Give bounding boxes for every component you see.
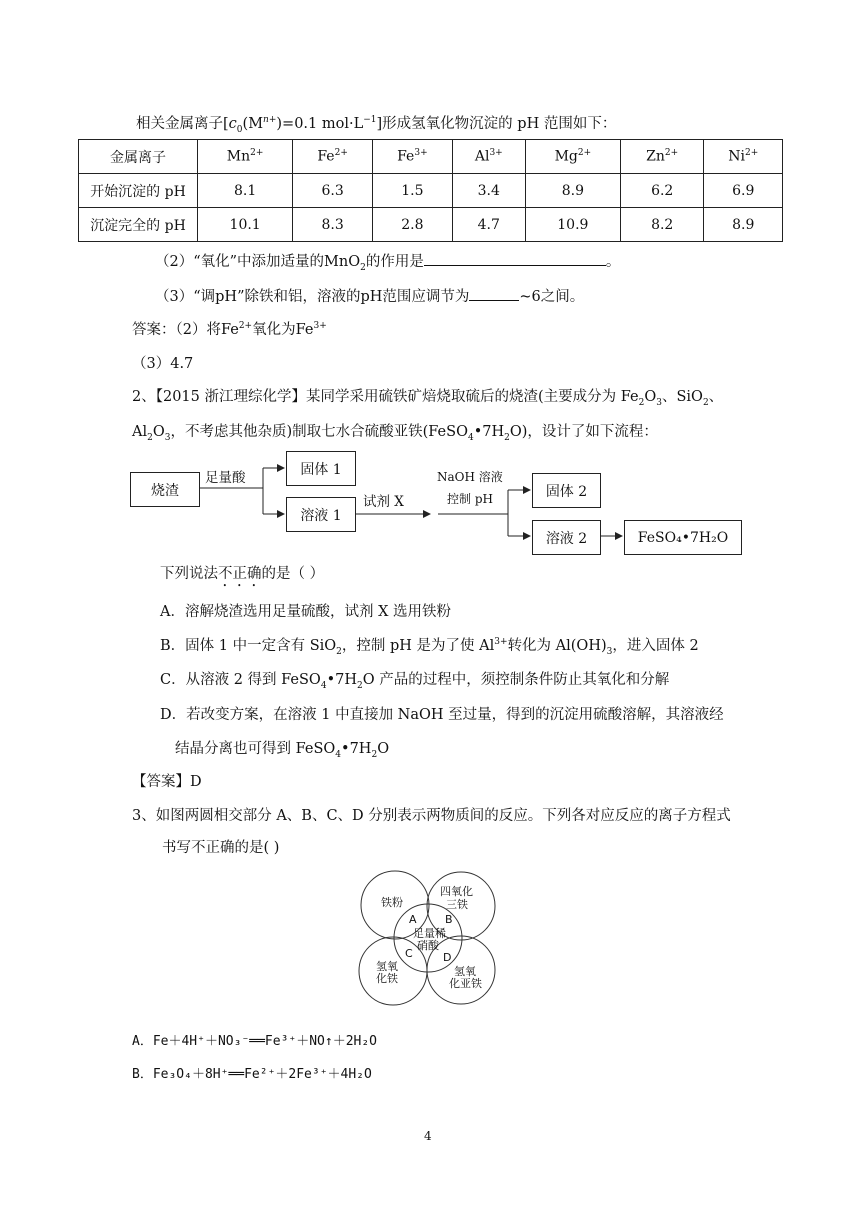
- table-cell: 10.9: [525, 208, 620, 242]
- row-label: 开始沉淀的 pH: [79, 174, 198, 208]
- table-cell: 8.1: [198, 174, 293, 208]
- question-stem: 下列说法不正确的是（ ）: [160, 566, 325, 582]
- flow-label-acid: 足量酸: [205, 470, 246, 486]
- table-cell: 8.9: [704, 208, 783, 242]
- table-cell: 4.7: [452, 208, 525, 242]
- answer-line-1: 答案：（2）将$Fe^{2+}$氧化为$Fe^{3+}$: [132, 321, 327, 338]
- venn-label-feoh3-2: 化铁: [376, 972, 398, 985]
- flow-label-reagent: 试剂 X: [363, 494, 404, 510]
- flow-box-solid-1: 固体 1: [286, 451, 356, 486]
- intro-sentence: 相关金属离子[$c_0(M^{n+})=0.1$ $mol\cdot L^{-1}$]形成氢氧化物沉淀的 pH 范围如下：: [136, 115, 617, 135]
- table-cell: 2.8: [373, 208, 453, 242]
- equation-a: A．Fe＋4H⁺＋NO₃⁻══Fe³⁺＋NO↑＋2H₂O: [132, 1034, 378, 1049]
- answer-line-2: （3）4.7: [132, 356, 194, 372]
- table-cell: 1.5: [373, 174, 453, 208]
- problem-2-line-2: $Al_2O_3$，不考虑其他杂质)制取七水合硫酸亚铁$(FeSO_4•7H_2O)$，设计了如下流程：: [132, 424, 658, 443]
- option-d-line-2: 结晶分离也可得到 $FeSO_4•7H_2O$: [175, 741, 390, 760]
- flow-box-solution-2: 溶液 2: [532, 520, 601, 555]
- option-c: C．从溶液 2 得到 $FeSO_4•7H_2O$ 产品的过程中，须控制条件防止其氧化和分解: [160, 672, 670, 691]
- table-cell: 8.2: [620, 208, 704, 242]
- venn-label-feoh2-2: 化亚铁: [449, 977, 482, 990]
- venn-region-d: D: [443, 951, 452, 964]
- flow-label-ph-control: 控制 pH: [447, 492, 493, 506]
- table-cell: 6.9: [704, 174, 783, 208]
- ion-header: $Zn^{2+}$: [620, 140, 704, 174]
- page-number: 4: [424, 1129, 432, 1143]
- table-header-label: 金属离子: [79, 140, 198, 174]
- venn-label-feoh3-1: 氢氧: [376, 960, 398, 973]
- flow-box-product: FeSO₄•7H₂O: [624, 520, 742, 555]
- table-cell: 6.2: [620, 174, 704, 208]
- answer-2: 【答案】D: [132, 774, 202, 790]
- flow-box-solid-2: 固体 2: [532, 473, 601, 508]
- table-cell: 8.3: [293, 208, 373, 242]
- table-cell: 8.9: [525, 174, 620, 208]
- row-label: 沉淀完全的 pH: [79, 208, 198, 242]
- problem-2-line-1: 2、【2015 浙江理综化学】某同学采用硫铁矿焙烧取硫后的烧渣(主要成分为 $Fe_2O_3$、SiO$_2$、: [132, 389, 724, 408]
- ion-header: $Fe^{2+}$: [293, 140, 373, 174]
- table-cell: 10.1: [198, 208, 293, 242]
- question-2: （2）“氧化”中添加适量的MnO$_2$的作用是 。: [155, 254, 621, 273]
- venn-region-b: B: [445, 913, 453, 926]
- table-cell: 6.3: [293, 174, 373, 208]
- venn-label-feoh2-1: 氢氧: [454, 965, 476, 978]
- venn-label-nitric-2: 硝酸: [417, 939, 439, 952]
- ion-header: $Al^{3+}$: [452, 140, 525, 174]
- venn-region-a: A: [409, 913, 417, 926]
- venn-label-fe3o4-1: 四氧化: [440, 885, 473, 898]
- venn-label-nitric-1: 足量稀: [413, 927, 446, 940]
- ion-header: $Fe^{3+}$: [373, 140, 453, 174]
- equation-b: B．Fe₃O₄＋8H⁺══Fe²⁺＋2Fe³⁺＋4H₂O: [132, 1067, 372, 1082]
- flow-label-naoh: NaOH 溶液: [437, 470, 503, 484]
- ion-header: $Ni^{2+}$: [704, 140, 783, 174]
- flow-box-slag: 烧渣: [130, 472, 200, 507]
- table-cell: 3.4: [452, 174, 525, 208]
- venn-label-iron: 铁粉: [381, 896, 403, 909]
- ion-header: $Mn^{2+}$: [198, 140, 293, 174]
- problem-3-line-2: 书写不正确的是( ): [162, 840, 280, 856]
- option-b: B．固体 1 中一定含有 SiO$_2$，控制 pH 是为了使 $Al^{3+}$转化为 $Al(OH)_3$，进入固体 2: [160, 637, 699, 657]
- flow-box-solution-1: 溶液 1: [286, 497, 356, 532]
- question-3: （3）“调pH”除铁和铝，溶液的pH范围应调节为 ~6之间。: [155, 289, 585, 305]
- venn-region-c: C: [405, 947, 413, 960]
- ion-header: $Mg^{2+}$: [525, 140, 620, 174]
- option-d-line-1: D．若改变方案，在溶液 1 中直接加 NaOH 至过量，得到的沉淀用硫酸溶解，其溶液经: [160, 707, 724, 723]
- option-a: A．溶解烧渣选用足量硫酸，试剂 X 选用铁粉: [160, 604, 452, 620]
- problem-3-line-1: 3、如图两圆相交部分 A、B、C、D 分别表示两物质间的反应。下列各对应反应的离子方程式: [132, 808, 731, 824]
- venn-label-fe3o4-2: 三铁: [446, 898, 468, 911]
